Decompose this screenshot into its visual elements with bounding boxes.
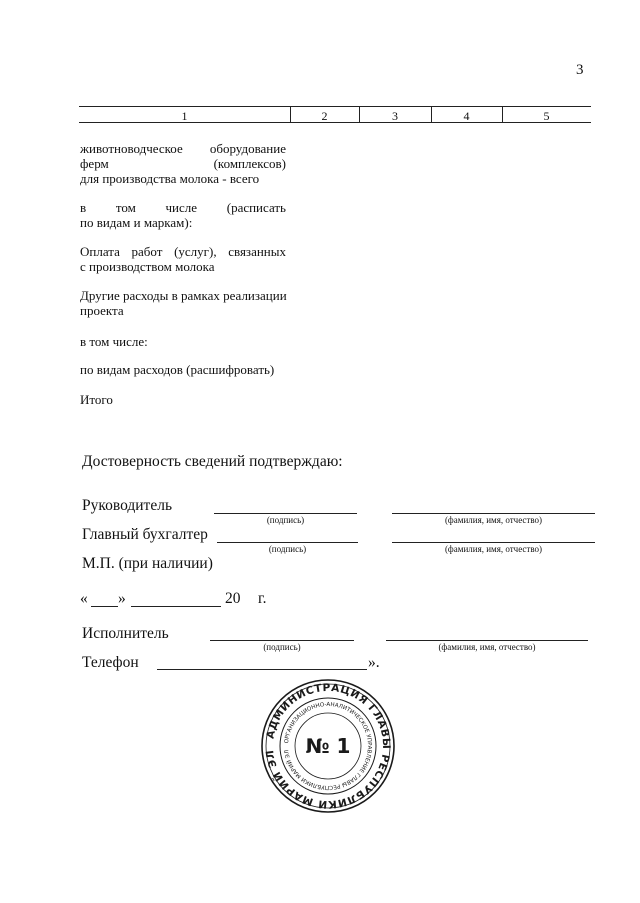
date-open-quote: « — [80, 590, 88, 607]
row-by-expense-types: по видам расходов (расшифровать) — [80, 362, 275, 377]
executor-signature-line — [210, 640, 354, 641]
row-text: с производством молока — [80, 259, 215, 274]
row-text: оборудование — [209, 141, 286, 156]
row-payment-services — [80, 244, 286, 274]
row-total: Итого — [80, 392, 113, 407]
row-text: Другие расходы в рамках реализации — [80, 288, 287, 303]
column-header-2: 2 — [321, 109, 328, 123]
column-header-5: 5 — [543, 109, 550, 123]
accountant-name-line — [392, 542, 595, 543]
phone-end: ». — [368, 654, 380, 671]
row-text: связанных — [228, 244, 286, 259]
row-text: Оплата — [80, 244, 120, 259]
executor-name-caption: (фамилия, имя, отчество) — [438, 642, 536, 652]
head-signature-line — [214, 513, 357, 514]
row-text: (комплексов) — [213, 156, 286, 171]
svg-text:АДМИНИСТРАЦИЯ ГЛАВЫ РЕСПУБЛИКИ: АДМИНИСТРАЦИЯ ГЛАВЫ РЕСПУБЛИКИ МАРИЙ ЭЛ — [263, 681, 393, 811]
head-name-caption: (фамилия, имя, отчество) — [444, 515, 543, 525]
row-other-expenses — [80, 288, 300, 318]
row-text: по видам и маркам): — [80, 215, 193, 230]
svg-text:№ 1: № 1 — [305, 734, 351, 758]
row-text: (расписать — [226, 200, 286, 215]
svg-text:ОРГАНИЗАЦИОННО-АНАЛИТИЧЕСКОЕ У: ОРГАНИЗАЦИОННО-АНАЛИТИЧЕСКОЕ УПРАВЛЕНИЕ ГЛАВЫ РЕСПУБЛИКИ МАРИЙ ЭЛ — [284, 701, 373, 791]
row-text: (услуг), — [174, 244, 217, 259]
phone-line — [157, 669, 367, 670]
column-header-4: 4 — [463, 109, 470, 123]
row-text: числе — [165, 200, 198, 215]
accountant-signature-line — [217, 542, 358, 543]
head-signature-caption: (подпись) — [266, 515, 305, 525]
row-livestock-equipment — [80, 141, 286, 186]
row-including-by-types — [80, 200, 286, 230]
date-year-suffix: г. — [258, 590, 267, 607]
head-label: Руководитель — [82, 497, 173, 514]
executor-label: Исполнитель — [82, 625, 169, 642]
seal-label: М.П. (при наличии) — [82, 555, 213, 572]
column-header-3: 3 — [392, 109, 398, 123]
page-number: 3 — [576, 62, 584, 78]
row-text: проекта — [80, 303, 124, 318]
phone-label: Телефон — [82, 654, 139, 671]
row-text: том — [115, 200, 136, 215]
row-including: в том числе: — [80, 334, 148, 349]
row-text: работ — [131, 244, 163, 259]
head-name-line — [392, 513, 595, 514]
accountant-signature-caption: (подпись) — [268, 544, 307, 554]
stamp-graphic — [258, 676, 398, 816]
row-text: в — [80, 200, 87, 215]
accountant-name-caption: (фамилия, имя, отчество) — [444, 544, 543, 554]
executor-signature-caption: (подпись) — [263, 642, 301, 652]
accountant-label: Главный бухгалтер — [82, 526, 208, 543]
column-header-1: 1 — [181, 109, 188, 123]
date-month-blank — [131, 606, 221, 607]
confirmation-heading: Достоверность сведений подтверждаю: — [82, 453, 343, 470]
row-text: животноводческое — [80, 141, 183, 156]
row-text: для производства молока - всего — [80, 171, 260, 186]
table-top-border — [79, 106, 591, 107]
executor-name-line — [386, 640, 588, 641]
row-text: ферм — [80, 156, 109, 171]
date-close-quote: » — [118, 590, 126, 607]
official-stamp — [258, 676, 398, 816]
date-day-blank — [91, 606, 118, 607]
date-year-prefix: 20 — [225, 590, 241, 607]
